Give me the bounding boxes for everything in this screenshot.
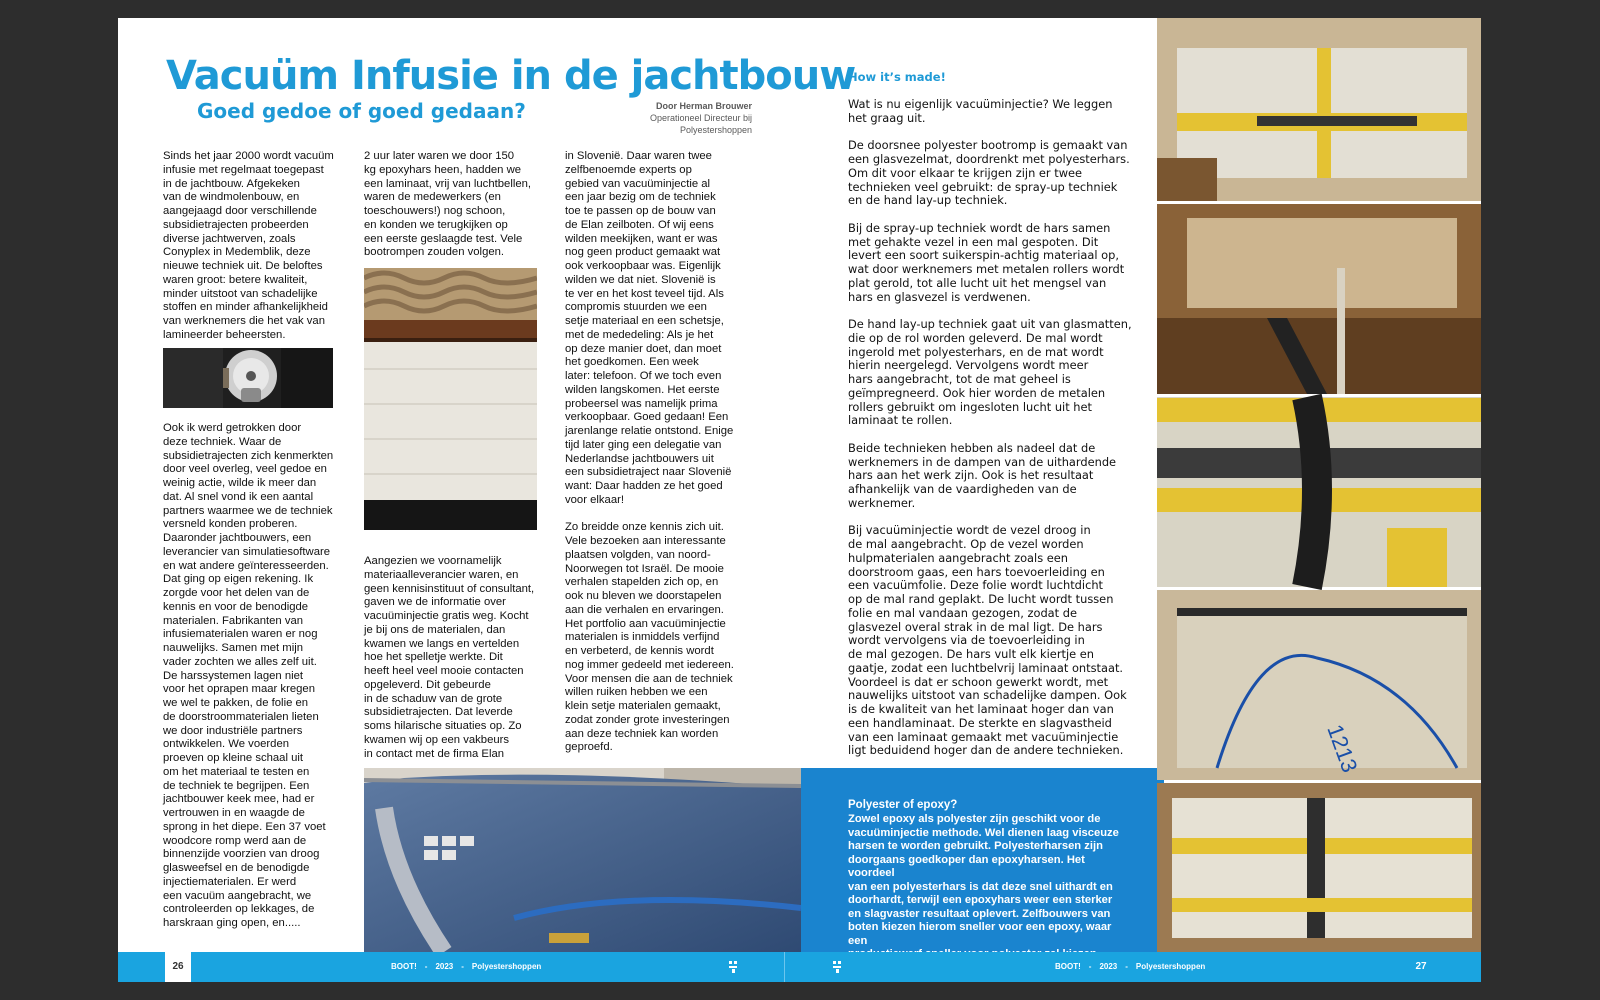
page-number-right: 27 [1415, 961, 1427, 972]
photo-boat-hull [364, 768, 801, 952]
byline [578, 100, 752, 136]
article-title: Vacuüm Infusie in de jachtbouw [166, 53, 856, 99]
sidebar-box [801, 768, 1164, 952]
right-paragraph-6: Bij vacuüminjectie wordt de vezel droog in de mal aangebracht. Op de vezel worden hulpmaterialen aangebracht zoals een doorstroom gaas, een hars toevoerleiding en een vacuümfolie. Deze folie wordt luchtdicht op de mal rand geplakt. De lucht wordt tussen folie en mal vandaan gezogen, zodat de glasvezel overal strak in de mal ligt. De hars wordt vervolgens via de toevoerleiding in de mal gezogen. De hars vult elk kiertje en gaatje, zodat een luchtbelvrij laminaat ontstaat. Voordeel is dat er schoon gewerkt wordt, met nauwelijks uitstoot van schadelijke dampen. Ook is de kwaliteit van het laminaat hoger dan van een handlaminaat. De sterkte en slagvastheid van een laminaat gemaakt met vacuüminjectie ligt beduidend hoger dan de andere technieken. [848, 523, 1127, 758]
right-article-body [848, 98, 1138, 772]
footer-publisher: Polyestershoppen [1135, 962, 1206, 971]
footer-year: 2023 [435, 962, 454, 971]
footer-meta-left [391, 952, 549, 982]
right-paragraph-1: Wat is nu eigenlijk vacuüminjectie? We leggen het graag uit. [848, 97, 1113, 125]
photo-annotation-1213: 1213 [1322, 721, 1363, 776]
footer-year: 2023 [1099, 962, 1118, 971]
sidebar-text: Zowel epoxy als polyester zijn geschikt voor de vacuüminjectie methode. Wel dienen laag visceuze harsen te worden gebruikt. Polyesterharsen zijn doorgaans goedkoper dan epoxyharsen. Het voordeel van een polyesterhars is dat deze snel uithardt en doorhardt, terwijl een epoxyhars weer een sterker en slagvaster resultaat oplevert. Zelfbouwers van boten kiezen hierom sneller voor een epoxy, waar een [848, 813, 1119, 947]
column-1 [163, 150, 343, 343]
column-1-continued [163, 422, 343, 931]
column-3 [565, 150, 745, 755]
footer-magazine: BOOT! [1055, 962, 1081, 971]
footer-sep: - [461, 962, 464, 971]
column-2 [364, 150, 544, 260]
right-paragraph-4: De hand lay-up techniek gaat uit van glasmatten, die op de rol worden geleverd. De mal wordt ingerold met polyesterhars, en de mat wordt hierin neergelegd. Vervolgens wordt meer hars aangebracht, tot de mat geheel is geïmpregneerd. Ook hier worden de metalen rollers gebruikt om ingesloten lucht uit het laminaat te rollen. [848, 317, 1132, 428]
col1-paragraph-1: Sinds het jaar 2000 wordt vacuüm infusie met regelmaat toegepast in de jachtbouw. Afgekeken van de windmolenbouw, en aangejaagd door verschillende subsidietrajecten probeerden diverse jachtwerven, zoals Conyplex in Medemblik, deze nieuwe techniek uit. De beloftes waren groot: betere kwaliteit, minder uitstoot van schadelijke stoffen en minder afhankelijkheid van werknemers die het vak van lamineerder beheersten. [163, 150, 334, 341]
right-paragraph-5: Beide technieken hebben als nadeel dat de werknemers in de dampen van de uithardende hars aan het werk zijn. Ook is het resultaat afhankelijk van de vaardigheden van de werknemer. [848, 440, 1117, 510]
section-heading: How it’s made! [848, 70, 946, 84]
page-footer [118, 952, 1481, 982]
photo-dial [163, 348, 333, 408]
column-2-continued [364, 555, 544, 761]
footer-sep: - [1125, 962, 1128, 971]
photo-strip [1157, 18, 1481, 952]
byline-author: Door Herman Brouwer [655, 101, 752, 111]
right-paragraph-3: Bij de spray-up techniek wordt de hars samen met gehakte vezel in een mal gespoten. Dit levert een soort suikerspin-achtig materiaal op, wat door werknemers met metalen rollers wordt plat gerold, tot alle lucht uit het mengsel van hars en glasvezel is verdwenen. [848, 220, 1125, 304]
sidebar-title: Polyester of epoxy? [848, 799, 958, 811]
footer-sep: - [424, 962, 428, 971]
col2-paragraph-1: 2 uur later waren we door 150 kg epoxyhars heen, hadden we een laminaat, vrij van luchtbellen, waren de medewerkers (en toeschouwers!) nog schoon, en konden we terugkijken op een eerste geslaagde test. Vele bootrompen zouden volgen. [364, 150, 532, 259]
page-number-left: 26 [165, 952, 191, 982]
photo-hull-rope [364, 268, 537, 530]
footer-logo-icon [831, 960, 843, 974]
right-paragraph-2: De doorsnee polyester bootromp is gemaakt van een glasvezelmat, doordrenkt met polyesterhars. Om dit voor elkaar te krijgen zijn er twee technieken veel gebruikt: de spray-up techniek en de hand lay-up techniek. [848, 138, 1130, 208]
col3-paragraph-2: Zo breidde onze kennis zich uit. Vele bezoeken aan interessante plaatsen volgden, van noord- Noorwegen tot Israël. De mooie verhalen stapelden zich op, en ook nu bleven we doorstapelen aan die verhalen en ervaringen. Het portfolio aan vacuüminjectie materialen is inmiddels verfijnd en verbeterd, de kennis wordt nog immer gedeeld met iedereen. Voor mensen die aan de techniek willen ruiken hebben we een klein setje materialen gemaakt, zodat zonder grote investeringen aan deze techniek kan worden geproefd. [565, 521, 734, 754]
col2-paragraph-2: Aangezien we voornamelijk materiaalleverancier waren, en geen kennisinstituut of consultant, gaven we de informatie over vacuüminjectie gratis weg. Kocht je bij ons de materialen, dan kwamen we langs en vertelden hoe het spelletje werkte. Dit heeft heel veel mooie contacten opgeleverd. Dit gebeurde in de schaduw van de grote subsidietrajecten. Dat leverde soms hilarische situaties op. Zo kwamen wij op een vakbeurs in contact met de firma Elan [364, 555, 535, 760]
footer-sep: - [1088, 962, 1092, 971]
magazine-spread [118, 18, 1481, 982]
article-subtitle: Goed gedoe of goed gedaan? [197, 99, 526, 123]
footer-publisher: Polyestershoppen [471, 962, 542, 971]
page-gutter [784, 952, 785, 982]
footer-logo-icon [727, 960, 739, 974]
byline-role: Operationeel Directeur bij Polyestershoppen [649, 113, 752, 135]
col1-paragraph-2: Ook ik werd getrokken door deze techniek. Waar de subsidietrajecten zich kenmerkten door veel overleg, veel gedoe en weinig actie, wilde ik meer dan dat. Al snel vond ik een aantal partners waarmee we de techniek versneld konden proberen. Daaronder jachtbouwers, een leverancier van simulatiesoftware en wat andere geïnteresseerden. Dat ging op eigen rekening. Ik zorgde voor het delen van de kennis en voor de benodigde materialen. Fabrikanten van infusiematerialen waren er nog nauwelijks. Samen met mijn vader zochten we alles zelf uit. De harssystemen lagen niet voor het oprapen maar kregen we wel te pakken, de folie en de doorstroommaterialen lieten we door industriële partners ontwikkelen. We voerden proeven op kleine schaal uit om het materiaal te testen en de techniek te begrijpen. Een jachtbouwer keek mee, had er vertrouwen in en waagde de sprong in het diepe. Een 37 voet woodcore romp werd aan de binnenzijde voorzien van droog glasweefsel en de benodigde injectiematerialen. Er werd een vacuüm aangebracht, we controleerden op lekkages, de harskraan ging open, en..... [163, 422, 334, 929]
col3-paragraph-1: in Slovenië. Daar waren twee zelfbenoemde experts op gebied van vacuüminjectie al een jaar bezig om de techniek toe te passen op de bouw van de Elan zeilboten. Of wij eens wilden meekijken, want er was nog geen product gemaakt wat ook verkoopbaar was. Eigenlijk wilden we dat niet. Slovenië is te ver en het kost teveel tijd. Als compromis stuurden we een setje materiaal en een schetsje, met de mededeling: Als je het op deze manier doet, dan moet het goedkomen. Een week later: telefoon. Of we toch even wilden langskomen. Het eerste probeersel was namelijk prima verkoopbaar. Goed gedaan! Een jarenlange relatie ontstond. Enige tijd later ging een delegatie van Nederlandse jachtbouwers uit een subsidietraject naar Slovenië want: Daar hadden ze het goed voor elkaar! [565, 150, 734, 506]
footer-magazine: BOOT! [391, 962, 417, 971]
footer-meta-right [1055, 952, 1213, 982]
